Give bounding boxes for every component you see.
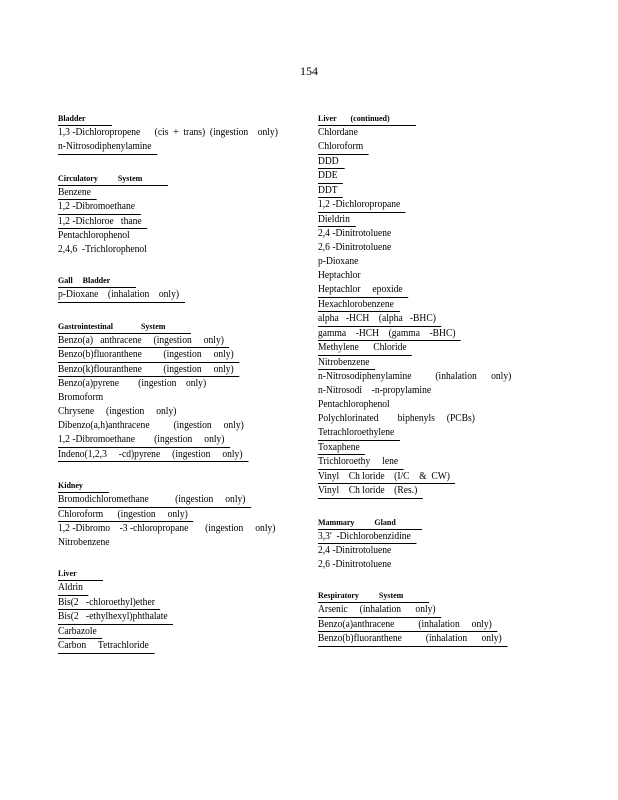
list-item: [58, 215, 279, 230]
list-item-text: Hexachlorobenzene: [318, 299, 399, 313]
section: [58, 108, 298, 155]
list-item: [318, 530, 507, 545]
list-item: [318, 255, 507, 269]
list-item: [318, 155, 507, 170]
section-heading: Mammary Gland: [318, 517, 422, 530]
section: [58, 563, 298, 654]
list-item-text: n-Nitrosodi -n-propylamine: [318, 385, 432, 396]
list-item-text: 2,4 -Dinitrotoluene: [318, 545, 392, 556]
list-item-text: 1,3 -Dichloropropene (cis + trans) (ingestion only): [58, 127, 278, 138]
section: [58, 168, 298, 258]
list-item: [318, 484, 507, 499]
list-item-text: Pentachlorophenol: [318, 399, 390, 410]
list-item-text: DDE: [318, 170, 343, 184]
list-item-text: Aldrin: [58, 582, 88, 596]
list-item: [58, 288, 279, 303]
section-heading: Respiratory System: [318, 590, 429, 603]
list-item-text: Polychlorinated biphenyls (PCBs): [318, 413, 475, 424]
list-item-text: Benzene: [58, 187, 96, 201]
list-item-text: Chlordane: [318, 127, 358, 138]
list-item: [58, 334, 279, 349]
list-item-text: Carbon Tetrachloride: [58, 640, 154, 654]
list-item: [58, 596, 279, 611]
list-item-text: 2,4 -Dinitrotoluene: [318, 228, 392, 239]
list-item-text: DDT: [318, 185, 343, 199]
list-item-text: 2,6 -Dinitrotoluene: [318, 559, 392, 570]
list-item-text: 1,2 -Dibromo -3 -chloropropane (ingestion only): [58, 523, 276, 534]
list-item-text: Bis(2 -ethylhexyl)phthalate: [58, 611, 173, 625]
list-item: [318, 126, 507, 140]
list-item: [58, 419, 279, 433]
list-item-text: Heptachlor: [318, 270, 361, 281]
list-item-text: DDD: [318, 156, 344, 170]
list-item-text: 1,2 -Dibromoethane (ingestion only): [58, 434, 230, 448]
list-item: [318, 327, 507, 342]
list-item-text: n-Nitrosodiphenylamine: [58, 141, 157, 155]
list-item: [318, 227, 507, 241]
list-item: [318, 603, 507, 618]
list-item: [58, 391, 279, 405]
section: [58, 316, 298, 463]
left-column: [58, 108, 298, 667]
list-item: [318, 370, 512, 384]
list-item: [318, 356, 507, 371]
section: [58, 270, 298, 303]
list-item: [318, 213, 507, 228]
list-item-text: 1,2 -Dibromoethane: [58, 201, 141, 215]
list-item-text: 2,4,6 -Trichlorophenol: [58, 244, 147, 255]
list-item-text: 1,2 -Dichloroe thane: [58, 216, 147, 230]
list-item: [318, 470, 507, 485]
section-heading: Circulatory System: [58, 173, 168, 186]
list-item: [58, 200, 279, 215]
section: [318, 512, 523, 573]
list-item-text: Bromoform: [58, 392, 104, 403]
list-item-text: Dieldrin: [318, 214, 355, 228]
list-item: [318, 455, 507, 470]
list-item: [58, 493, 279, 508]
list-item: [58, 508, 279, 523]
list-item: [58, 243, 279, 257]
section-heading: Gastrointestinal System: [58, 321, 191, 334]
list-item-text: 1,2 -Dichloropropane: [318, 199, 406, 213]
list-item: [58, 126, 279, 140]
list-item: [318, 426, 507, 441]
list-item: [318, 298, 507, 313]
list-item: [58, 186, 279, 201]
list-item-text: Benzo(a) anthracene (ingestion only): [58, 335, 229, 349]
list-item-text: Tetrachloroethylene: [318, 427, 400, 441]
list-item-text: Toxaphene: [318, 442, 365, 456]
list-item-text: p-Dioxane (inhalation only): [58, 289, 185, 303]
list-item-text: Indeno(1,2,3 -cd)pyrene (ingestion only): [58, 449, 248, 463]
section: [58, 475, 298, 550]
list-item-text: Pentachlorophenol: [58, 230, 130, 241]
list-item: [318, 184, 507, 199]
list-item-text: Nitrobenzene: [58, 537, 110, 548]
section-heading: Kidney: [58, 480, 109, 493]
section-heading: Liver: [58, 568, 103, 581]
list-item: [318, 632, 507, 647]
list-item-text: Carbazole: [58, 626, 102, 640]
list-item-text: alpha -HCH (alpha -BHC): [318, 313, 441, 327]
list-item: [318, 198, 507, 213]
list-item: [58, 363, 279, 378]
list-item-text: Vinyl Ch loride (I/C & CW): [318, 471, 455, 485]
list-item: [318, 283, 507, 298]
list-item: [58, 536, 279, 550]
list-item-text: Bis(2 -chloroethyl)ether: [58, 597, 160, 611]
list-item-text: Nitrobenzene: [318, 357, 375, 371]
list-item-text: Arsenic (inhalation only): [318, 604, 441, 618]
section-heading: Bladder: [58, 113, 112, 126]
list-item: [58, 522, 279, 536]
list-item: [318, 312, 507, 327]
page-number: 154: [300, 64, 318, 78]
list-item: [58, 377, 279, 391]
list-item: [318, 544, 507, 558]
section: [318, 585, 523, 647]
list-item-text: gamma -HCH (gamma -BHC): [318, 328, 461, 342]
list-item-text: Benzo(b)fluoranthene (inhalation only): [318, 633, 507, 647]
list-item: [58, 348, 279, 363]
list-item: [318, 341, 507, 356]
list-item: [318, 140, 507, 155]
list-item-text: Chloroform: [318, 141, 369, 155]
section-heading: Liver (continued): [318, 113, 416, 126]
right-column: [318, 108, 523, 660]
list-item: [318, 412, 507, 426]
list-item: [58, 610, 279, 625]
list-item: [58, 229, 279, 243]
list-item-text: Chrysene (ingestion only): [58, 406, 177, 417]
list-item: [58, 625, 279, 640]
list-item-text: Benzo(a)pyrene (ingestion only): [58, 378, 207, 389]
list-item: [318, 618, 507, 633]
list-item-text: p-Dioxane: [318, 256, 359, 267]
section-heading: Gall Bladder: [58, 275, 136, 288]
list-item: [318, 269, 507, 283]
list-item: [58, 581, 279, 596]
list-item: [318, 441, 507, 456]
list-item-text: Bromodichloromethane (ingestion only): [58, 494, 251, 508]
list-item-text: Benzo(k)flouranthene (ingestion only): [58, 364, 239, 378]
list-item-text: 2,6 -Dinitrotoluene: [318, 242, 392, 253]
list-item-text: Chloroform (ingestion only): [58, 509, 193, 523]
list-item-text: Trichloroethy lene: [318, 456, 404, 470]
list-item: [58, 448, 279, 463]
list-item-text: Heptachlor epoxide: [318, 284, 408, 298]
list-item-text: Benzo(a)anthracene (inhalation only): [318, 619, 497, 633]
list-item: [58, 140, 279, 155]
list-item: [58, 433, 279, 448]
list-item-text: Dibenzo(a,h)anthracene (ingestion only): [58, 420, 244, 431]
list-item: [318, 169, 507, 184]
list-item-text: 3,3' -Dichlorobenzidine: [318, 531, 416, 545]
list-item-text: Benzo(b)fluoranthene (ingestion only): [58, 349, 239, 363]
list-item: [318, 241, 507, 255]
list-item: [58, 405, 279, 419]
list-item: [318, 398, 507, 412]
list-item-text: Methylene Chloride: [318, 342, 412, 356]
list-item: [318, 558, 507, 572]
list-item: [318, 384, 507, 398]
list-item: [58, 639, 279, 654]
list-item-text: n-Nitrosodiphenylamine (inhalation only): [318, 371, 512, 382]
section: [318, 108, 523, 499]
list-item-text: Vinyl Ch loride (Res.): [318, 485, 423, 499]
